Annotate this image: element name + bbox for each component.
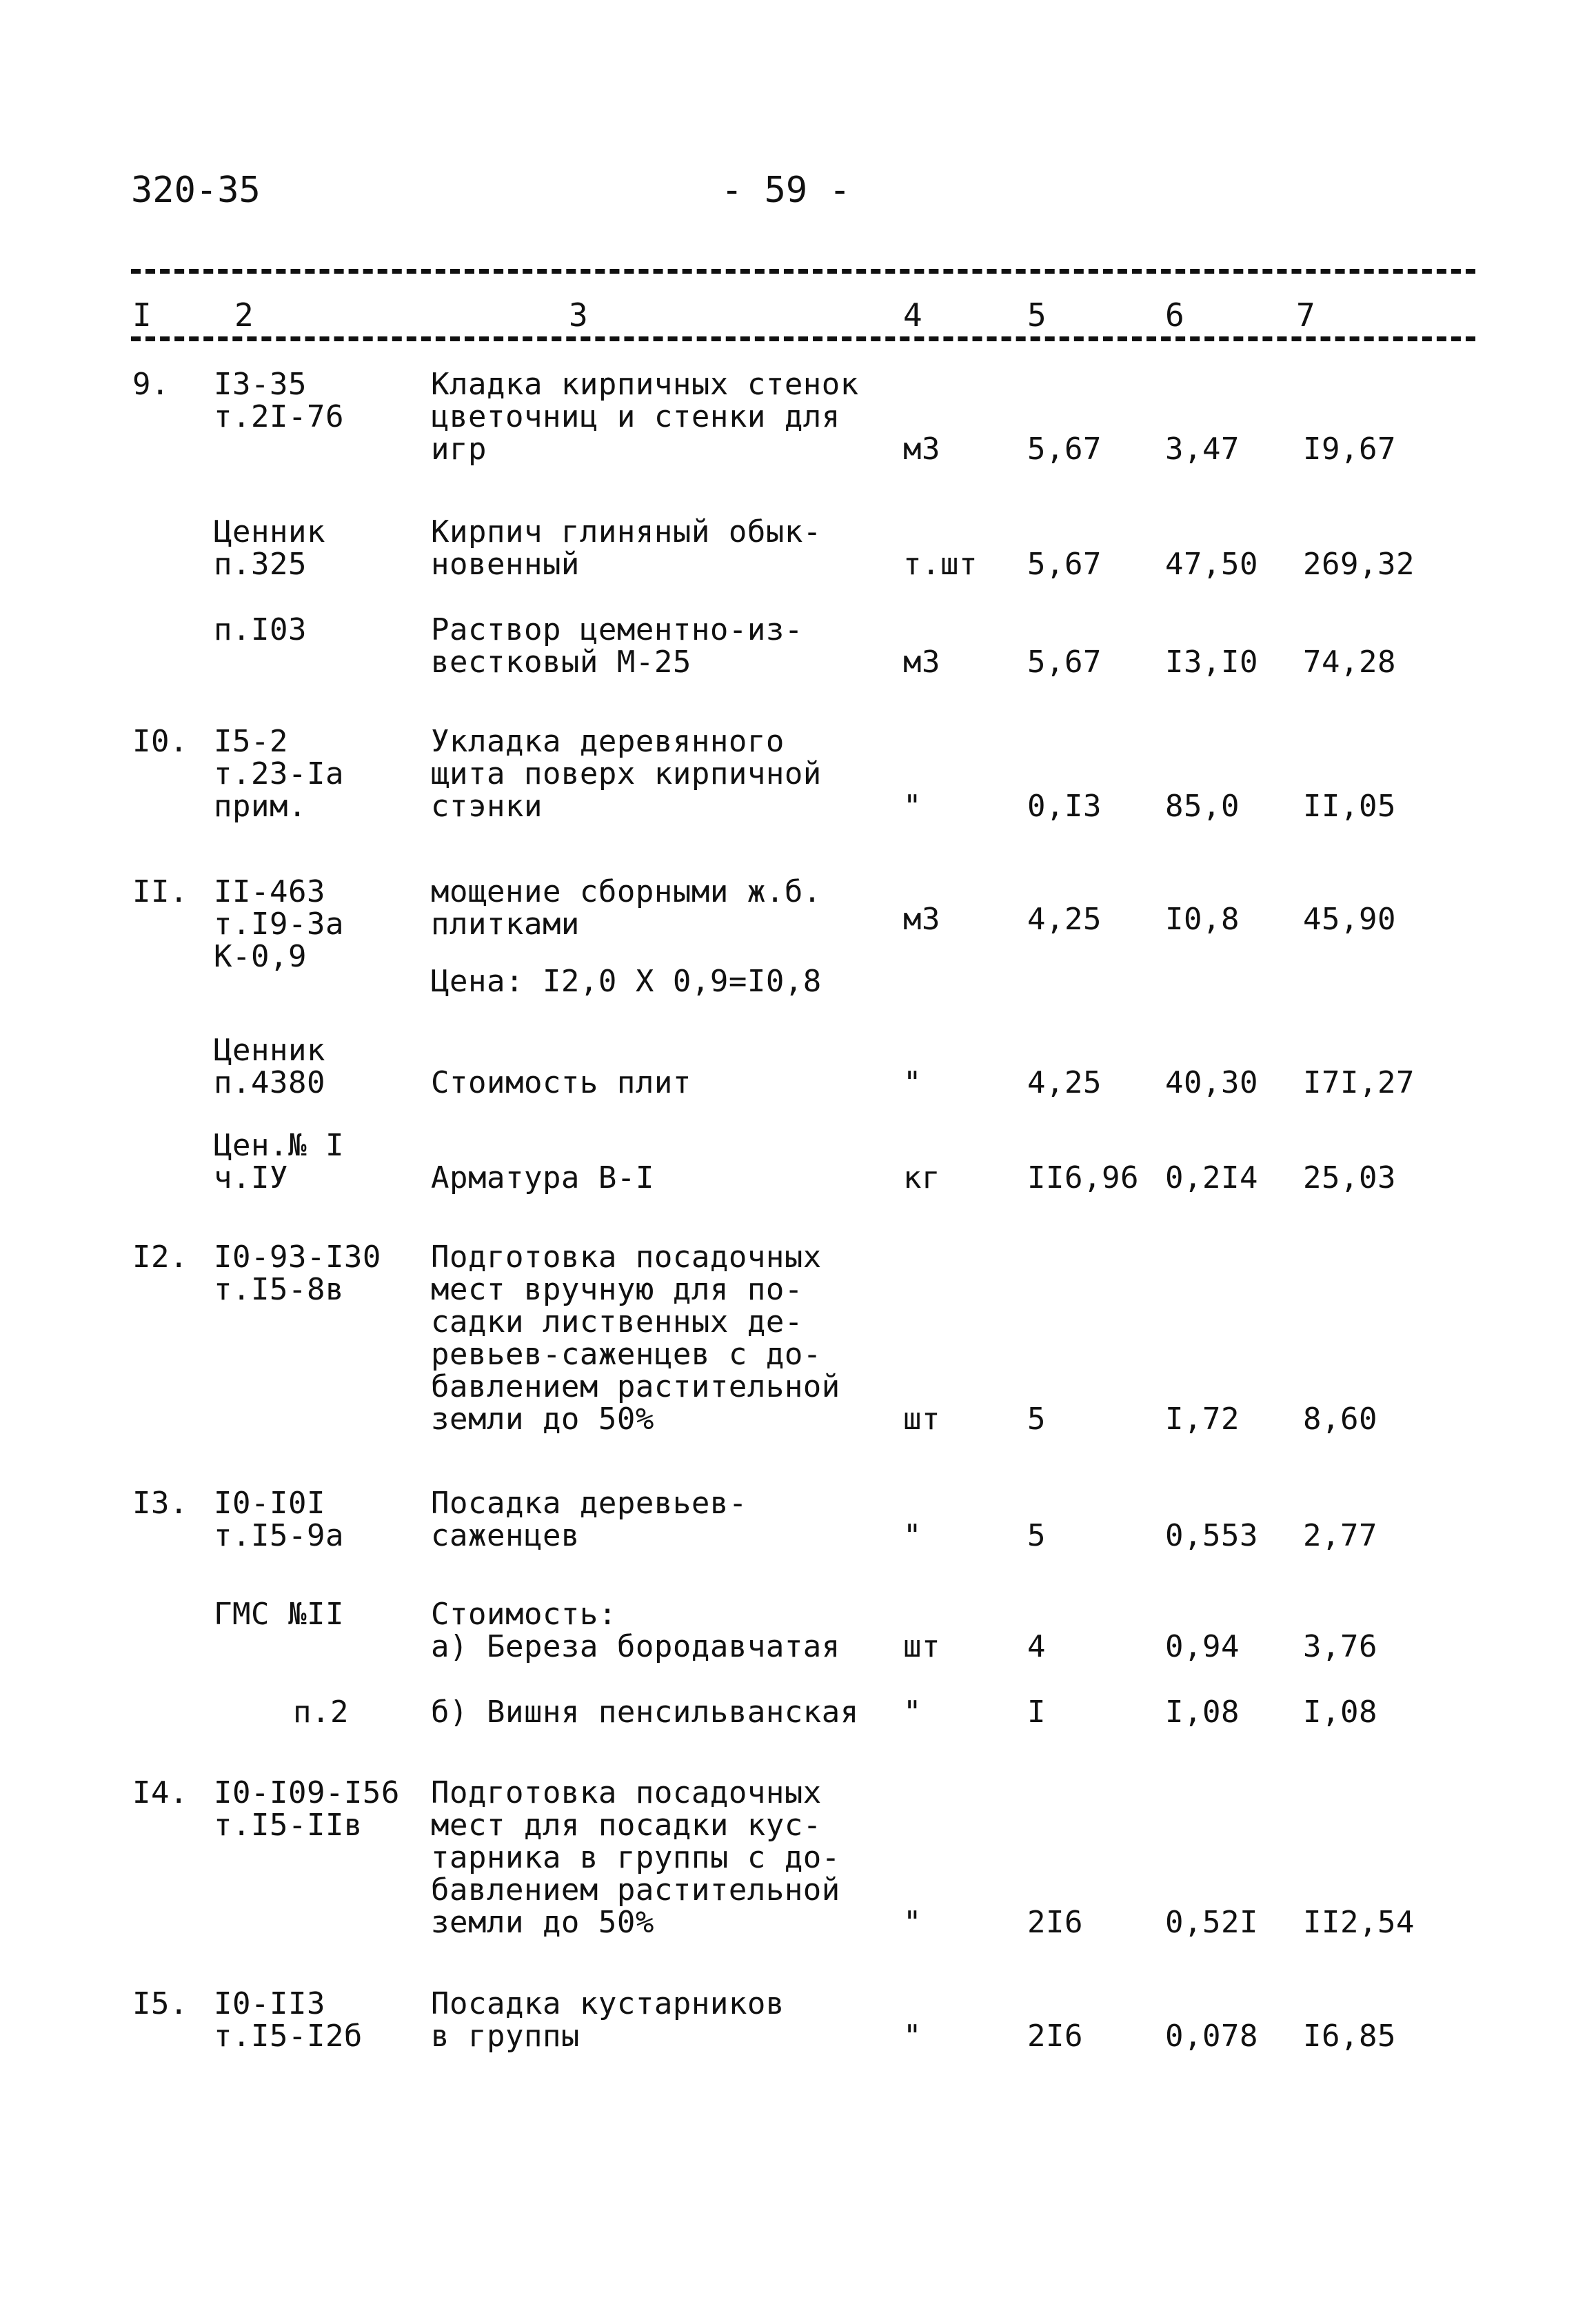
row-number: 9. bbox=[132, 367, 170, 402]
row-price: I,08 bbox=[1165, 1695, 1240, 1730]
row-price: I3,I0 bbox=[1165, 645, 1258, 680]
row-number: I0. bbox=[132, 724, 188, 759]
column-header-rule bbox=[131, 336, 1475, 341]
row-total: 269,32 bbox=[1303, 547, 1415, 582]
row-quantity: 5,67 bbox=[1027, 432, 1102, 467]
row-quantity: 0,I3 bbox=[1027, 789, 1102, 824]
row-quantity: 5,67 bbox=[1027, 645, 1102, 680]
row-description: Посадка деревьев- саженцев bbox=[431, 1486, 747, 1553]
row-total: II,05 bbox=[1303, 789, 1396, 824]
row-code: I0-I0I т.I5-9а bbox=[214, 1486, 344, 1553]
row-quantity: 5,67 bbox=[1027, 547, 1102, 582]
column-number-6: 6 bbox=[1165, 296, 1184, 334]
row-unit: " bbox=[903, 1065, 922, 1100]
row-description: Арматура В-I bbox=[431, 1160, 654, 1195]
row-description: Подготовка посадочных мест для посадки кус- тарника в группы с до- бавлением растительной земли до 50% bbox=[431, 1775, 840, 1940]
row-total: I9,67 bbox=[1303, 432, 1396, 467]
row-code: п.2 bbox=[293, 1695, 349, 1730]
row-price: 85,0 bbox=[1165, 789, 1240, 824]
row-unit: кг bbox=[903, 1160, 940, 1195]
row-code: I0-I09-I56 т.I5-IIв bbox=[214, 1775, 400, 1843]
row-quantity: 2I6 bbox=[1027, 1905, 1083, 1940]
row-code: п.I03 bbox=[214, 612, 307, 647]
row-code: Ценник п.4380 bbox=[214, 1033, 325, 1100]
row-number: I5. bbox=[132, 1986, 188, 2021]
row-total: 45,90 bbox=[1303, 902, 1396, 937]
row-code: I0-93-I30 т.I5-8в bbox=[214, 1240, 381, 1307]
top-rule bbox=[131, 269, 1475, 274]
row-unit: т.шт bbox=[903, 547, 978, 582]
row-code: I0-II3 т.I5-I2б bbox=[214, 1986, 363, 2054]
row-description: Стоимость: а) Береза бородавчатая bbox=[431, 1597, 840, 1664]
row-code: ГМС №II bbox=[214, 1597, 344, 1632]
row-total: 8,60 bbox=[1303, 1402, 1377, 1437]
row-description: Посадка кустарников в группы bbox=[431, 1986, 785, 2054]
document-code: 320-35 bbox=[131, 170, 261, 211]
row-price: 40,30 bbox=[1165, 1065, 1258, 1100]
row-total: II2,54 bbox=[1303, 1905, 1415, 1940]
row-code: Ценник п.325 bbox=[214, 514, 325, 582]
row-quantity: 2I6 bbox=[1027, 2019, 1083, 2054]
row-code: I5-2 т.23-Iа прим. bbox=[214, 724, 344, 824]
row-description: Кирпич глиняный обык- новенный bbox=[431, 514, 822, 582]
row-total: 2,77 bbox=[1303, 1518, 1377, 1553]
row-unit: м3 bbox=[903, 432, 940, 467]
row-number: I3. bbox=[132, 1486, 188, 1521]
row-description: мощение сборными ж.б. плитками bbox=[431, 874, 822, 942]
row-number: I4. bbox=[132, 1775, 188, 1810]
row-unit: " bbox=[903, 789, 922, 824]
row-price: 47,50 bbox=[1165, 547, 1258, 582]
row-unit: м3 bbox=[903, 902, 940, 937]
row-quantity: I bbox=[1027, 1695, 1046, 1730]
column-number-3: 3 bbox=[569, 296, 588, 334]
row-total: 74,28 bbox=[1303, 645, 1396, 680]
row-total: I7I,27 bbox=[1303, 1065, 1415, 1100]
row-number: I2. bbox=[132, 1240, 188, 1275]
row-total: 25,03 bbox=[1303, 1160, 1396, 1195]
row-total: I,08 bbox=[1303, 1695, 1377, 1730]
row-unit: " bbox=[903, 2019, 922, 2054]
row-price: 0,078 bbox=[1165, 2019, 1258, 2054]
row-total: I6,85 bbox=[1303, 2019, 1396, 2054]
row-description: б) Вишня пенсильванская bbox=[431, 1695, 859, 1730]
row-quantity: 4 bbox=[1027, 1629, 1046, 1664]
row-description: Кладка кирпичных стенок цветочниц и стенки для игр bbox=[431, 367, 859, 467]
row-price: 0,2I4 bbox=[1165, 1160, 1258, 1195]
row-price: 0,94 bbox=[1165, 1629, 1240, 1664]
row-unit: " bbox=[903, 1518, 922, 1553]
row-price: I,72 bbox=[1165, 1402, 1240, 1437]
price-calculation-note: Цена: I2,0 Х 0,9=I0,8 bbox=[431, 964, 822, 999]
row-unit: м3 bbox=[903, 645, 940, 680]
row-description: Укладка деревянного щита поверх кирпичной стэнки bbox=[431, 724, 822, 824]
row-number: II. bbox=[132, 874, 188, 909]
row-unit: " bbox=[903, 1695, 922, 1730]
row-quantity: 4,25 bbox=[1027, 902, 1102, 937]
column-number-7: 7 bbox=[1296, 296, 1315, 334]
row-quantity: 5 bbox=[1027, 1518, 1046, 1553]
row-description: Стоимость плит bbox=[431, 1065, 691, 1100]
row-unit: шт bbox=[903, 1402, 940, 1437]
row-quantity: 4,25 bbox=[1027, 1065, 1102, 1100]
row-description: Подготовка посадочных мест вручную для по- садки лиственных де- ревьев-саженцев с до- бавлением растительной земли до 50% bbox=[431, 1240, 840, 1437]
row-total: 3,76 bbox=[1303, 1629, 1377, 1664]
row-code: I3-35 т.2I-76 bbox=[214, 367, 344, 434]
row-description: Раствор цементно-из- вестковый М-25 bbox=[431, 612, 803, 680]
row-price: 3,47 bbox=[1165, 432, 1240, 467]
column-number-1: I bbox=[132, 296, 152, 334]
column-number-2: 2 bbox=[234, 296, 254, 334]
page-number: - 59 - bbox=[721, 170, 851, 211]
row-quantity: II6,96 bbox=[1027, 1160, 1139, 1195]
column-number-5: 5 bbox=[1027, 296, 1047, 334]
row-price: 0,52I bbox=[1165, 1905, 1258, 1940]
row-unit: шт bbox=[903, 1629, 940, 1664]
row-unit: " bbox=[903, 1905, 922, 1940]
row-price: I0,8 bbox=[1165, 902, 1240, 937]
row-code: Цен.№ I ч.IУ bbox=[214, 1128, 344, 1195]
row-quantity: 5 bbox=[1027, 1402, 1046, 1437]
column-number-4: 4 bbox=[903, 296, 922, 334]
row-price: 0,553 bbox=[1165, 1518, 1258, 1553]
row-code: II-463 т.I9-3а К-0,9 bbox=[214, 874, 344, 974]
